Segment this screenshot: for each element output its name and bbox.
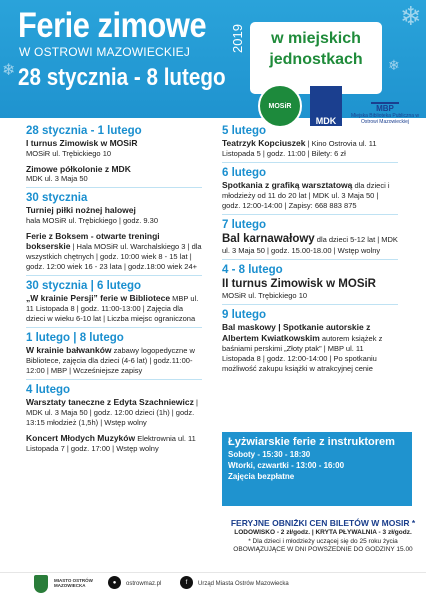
date-heading: 5 lutego xyxy=(222,125,267,137)
facebook-icon: f xyxy=(180,576,193,589)
skating-title: Łyżwiarskie ferie z instruktorem xyxy=(228,436,395,448)
snowflake-icon: ❄ xyxy=(388,58,400,74)
event-title: Zimowe półkolonie z MDK xyxy=(26,163,131,174)
event-info: | MDK ul. 3 Maja 50 | godz. 12:00 dzieci (1h) | godz. 13:15 młodzież (1,5h) | Wstęp wolny xyxy=(26,398,198,427)
event-title: Koncert Młodych Muzyków xyxy=(26,433,136,443)
date-range: 28 stycznia - 8 lutego xyxy=(18,64,226,91)
mosir-logo: MOSiR xyxy=(258,84,302,128)
skating-box xyxy=(222,432,412,506)
web-icon: ● xyxy=(108,576,121,589)
snowflake-icon: ❄ xyxy=(400,2,422,32)
event-title: W krainie bałwanków xyxy=(26,345,112,355)
date-heading: 28 stycznia - 1 lutego xyxy=(26,125,142,137)
event-info: | Hala MOSiR ul. Warchalskiego 3 | dla wszystkich chętnych | godz. 10:00 wiek 8 - 15 lat | godz. 12:00 wiek 16 - 23 lata | godz.18:00 wiek 24+ xyxy=(26,242,202,271)
event-info: MOSiR ul. Trębickiego 10 xyxy=(222,291,308,300)
emblem-label: MIASTO OSTRÓW MAZOWIECKA xyxy=(54,578,93,588)
mbp-logo-label: MBP xyxy=(376,104,394,113)
website-link[interactable]: ostrowmaz.pl xyxy=(126,581,162,587)
event-title: Ferie z Boksem - otwarte treningi xyxy=(26,230,160,241)
event-info: MBP ul. 11 Listopada 8 | godz. 11:00-13:00 | Zajęcia dla dzieci w wieku 6-10 lat | Liczba miejsc ograniczona xyxy=(26,294,199,323)
event-title: Bal karnawałowy xyxy=(222,233,315,245)
prices-box xyxy=(222,518,424,555)
skating-line: Soboty - 15:30 - 18:30 xyxy=(228,450,311,459)
event-info: dla dzieci i młodzieży od 11 do 20 lat | MDK ul. 3 Maja 50 | godz. 12:00-14:00 | Zapisy: 668 883 875 xyxy=(222,181,390,210)
date-heading: 9 lutego xyxy=(222,309,267,321)
event-info: | Kino Ostrovia ul. 11 Listopada 5 | godz. 11:00 | Bilety: 6 zł xyxy=(222,139,377,158)
events-right-column xyxy=(222,121,398,374)
prices-line: LODOWISKO - 2 zł/godz. | KRYTA PŁYWALNIA - 3 zł/godz. xyxy=(234,529,412,536)
footer xyxy=(0,572,426,600)
prices-note: OBOWIĄZUJĄCE W DNI POWSZEDNIE DO GODZINY 15.00 xyxy=(233,546,413,553)
event-title: Bal maskowy | Spotkanie autorskie z Albertem Kwiatkowskim xyxy=(222,322,371,343)
event-info: MOSiR ul. Trębickiego 10 xyxy=(26,148,112,158)
event-title-cont: bokserskie xyxy=(26,241,71,251)
event-info: zabawy logopedyczne w Bibliotece, zajęcia dla dzieci (4-6 lat) | godz.11:00- 12:00 | MBP | Wcześniejsze zapisy xyxy=(26,346,195,375)
event-info: Elektrownia ul. 11 Listopada 7 | godz. 17:00 | Wstęp wolny xyxy=(26,434,196,453)
event-title: Turniej piłki nożnej halowej xyxy=(26,205,136,215)
badge-line-1: w miejskich xyxy=(271,30,361,47)
mbp-logo-caption: Miejska Biblioteka Publiczna w Ostrowi Mazowieckiej xyxy=(350,113,420,125)
date-heading: 7 lutego xyxy=(222,219,267,231)
badge-line-2: jednostkach xyxy=(269,51,363,68)
date-heading: 4 lutego xyxy=(26,384,71,396)
prices-title: FERYJNE OBNIŻKI CEN BILETÓW W MOSIR * xyxy=(230,518,416,528)
mdk-logo: MDK xyxy=(310,86,342,126)
event-info: MDK ul. 3 Maja 50 xyxy=(26,174,88,183)
city-emblem-icon xyxy=(34,575,48,593)
event-title: „W krainie Persji” ferie w Bibliotece xyxy=(26,293,171,303)
page-subtitle: W OSTROWI MAZOWIECKIEJ xyxy=(19,45,191,59)
event-title: I turnus Zimowisk w MOSiR xyxy=(26,138,138,148)
event-title: Teatrzyk Kopciuszek xyxy=(222,138,306,148)
skating-line: Zajęcia bezpłatne xyxy=(228,472,295,481)
book-icon xyxy=(371,84,399,104)
date-heading: 4 - 8 lutego xyxy=(222,264,283,276)
event-info: autorem książek z baśniami perskimi „Złoty ptak” | MBP ul. 11 Listopada 8 | godz. 12:00-14:00 | Po spotkaniu możliwość zakupu książki w atrakcyjnej cenie xyxy=(222,334,383,373)
date-heading: 6 lutego xyxy=(222,167,267,179)
year-label: 2019 xyxy=(230,24,245,53)
date-heading: 30 stycznia | 6 lutego xyxy=(26,280,142,292)
prices-note: * Dla dzieci i młodzieży uczącej się do 25 roku życia xyxy=(248,537,398,545)
date-heading: 30 stycznia xyxy=(26,192,88,204)
event-title: Warsztaty taneczne z Edyta Szachniewicz xyxy=(26,397,194,407)
event-info: hala MOSiR ul. Trębickiego | godz. 9.30 xyxy=(26,215,159,225)
date-heading: 1 lutego | 8 lutego xyxy=(26,332,124,344)
event-title: II turnus Zimowisk w MOSiR xyxy=(222,278,376,290)
page-title: Ferie zimowe xyxy=(18,6,207,45)
facebook-link[interactable]: Urząd Miasta Ostrów Mazowiecka xyxy=(198,581,289,587)
skating-line: Wtorki, czwartki - 13:00 - 16:00 xyxy=(228,461,345,470)
event-title: Spotkania z grafiką warsztatową xyxy=(222,180,353,190)
events-left-column xyxy=(26,121,202,454)
snowflake-icon: ❄ xyxy=(2,60,16,79)
event-info: dla dzieci 5-12 lat | MDK ul. 3 Maja 50 | godz. 15.00-18.00 | Wstęp wolny xyxy=(222,235,398,255)
